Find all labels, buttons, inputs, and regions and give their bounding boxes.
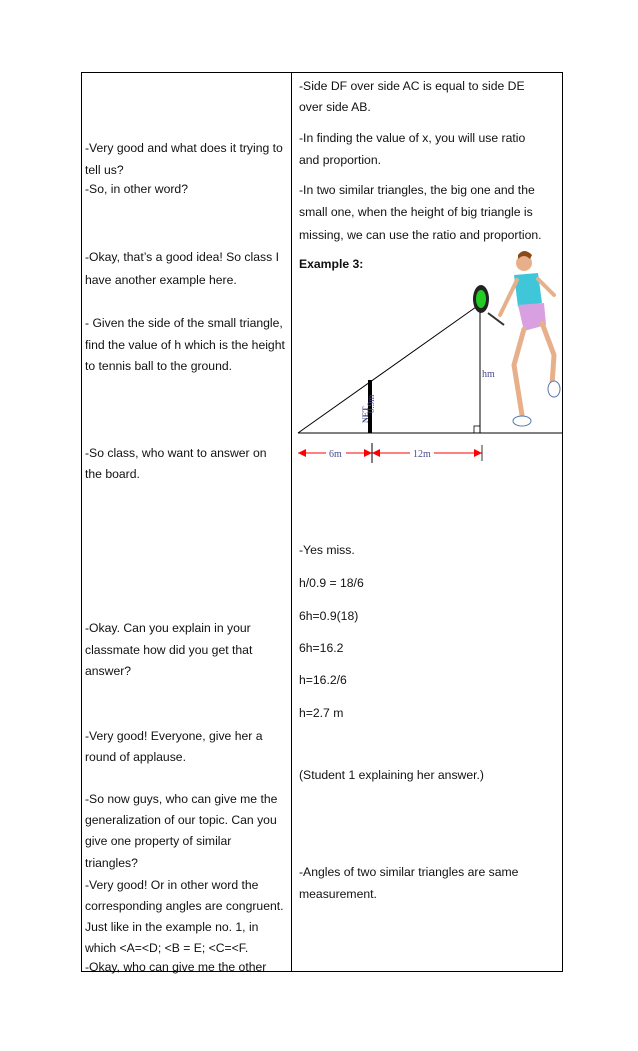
teacher-line: -Very good! Everyone, give her a bbox=[85, 729, 263, 743]
student-line: missing, we can use the ratio and proportion. bbox=[299, 228, 542, 242]
tennis-net-figure bbox=[292, 245, 562, 465]
teacher-line: round of applause. bbox=[85, 750, 186, 764]
tennis-player-icon bbox=[500, 251, 560, 426]
teacher-line: to tennis ball to the ground. bbox=[85, 359, 233, 373]
distance-arrows bbox=[298, 443, 482, 463]
teacher-line: classmate how did you get that bbox=[85, 643, 253, 657]
student-line: over side AB. bbox=[299, 100, 371, 114]
teacher-line: answer? bbox=[85, 664, 132, 678]
teacher-line: give one property of similar bbox=[85, 834, 232, 848]
teacher-line: triangles? bbox=[85, 856, 138, 870]
height-label: hm bbox=[482, 369, 495, 380]
column-divider bbox=[291, 72, 292, 972]
teacher-line: -Very good! Or in other word the bbox=[85, 878, 259, 892]
student-line: -In two similar triangles, the big one and the bbox=[299, 183, 535, 197]
student-line: small one, when the height of big triangle is bbox=[299, 205, 533, 219]
teacher-line: - Given the side of the small triangle, bbox=[85, 316, 283, 330]
teacher-line: -Okay. Can you explain in your bbox=[85, 621, 251, 635]
student-line: h=16.2/6 bbox=[299, 673, 347, 687]
student-line: -Angles of two similar triangles are same bbox=[299, 865, 519, 879]
teacher-line: have another example here. bbox=[85, 273, 237, 287]
sight-line bbox=[298, 307, 476, 433]
student-line: 6h=0.9(18) bbox=[299, 609, 359, 623]
teacher-line: -So now guys, who can give me the bbox=[85, 792, 278, 806]
teacher-line: corresponding angles are congruent. bbox=[85, 899, 284, 913]
student-line: -In finding the value of x, you will use ratio bbox=[299, 131, 526, 145]
right-angle-mark bbox=[474, 426, 480, 433]
teacher-line: -Okay, who can give me the other bbox=[85, 960, 267, 974]
net-label: NET bbox=[361, 406, 370, 423]
student-line: and proportion. bbox=[299, 153, 381, 167]
student-line: h=2.7 m bbox=[299, 706, 344, 720]
net-height-label: 0.9m bbox=[366, 394, 376, 413]
student-line: -Side DF over side AC is equal to side DE bbox=[299, 79, 525, 93]
teacher-line: the board. bbox=[85, 467, 140, 481]
student-line: (Student 1 explaining her answer.) bbox=[299, 768, 484, 782]
example-heading: Example 3: bbox=[299, 257, 364, 271]
teacher-line: Just like in the example no. 1, in bbox=[85, 920, 259, 934]
teacher-line: tell us? bbox=[85, 163, 124, 177]
teacher-line: -Very good and what does it trying to bbox=[85, 141, 283, 155]
student-line: 6h=16.2 bbox=[299, 641, 344, 655]
teacher-line: find the value of h which is the height bbox=[85, 338, 285, 352]
distance-label-2: 12m bbox=[413, 449, 431, 460]
teacher-line: -Okay, that’s a good idea! So class I bbox=[85, 250, 279, 264]
teacher-line: -So, in other word? bbox=[85, 182, 188, 196]
student-line: measurement. bbox=[299, 887, 377, 901]
teacher-line: -So class, who want to answer on bbox=[85, 446, 267, 460]
teacher-line: which <A=<D; <B = E; <C=<F. bbox=[85, 941, 249, 955]
tennis-ball-icon bbox=[476, 290, 486, 308]
distance-label-1: 6m bbox=[329, 449, 342, 460]
teacher-line: generalization of our topic. Can you bbox=[85, 813, 277, 827]
student-line: h/0.9 = 18/6 bbox=[299, 576, 364, 590]
student-line: -Yes miss. bbox=[299, 543, 355, 557]
